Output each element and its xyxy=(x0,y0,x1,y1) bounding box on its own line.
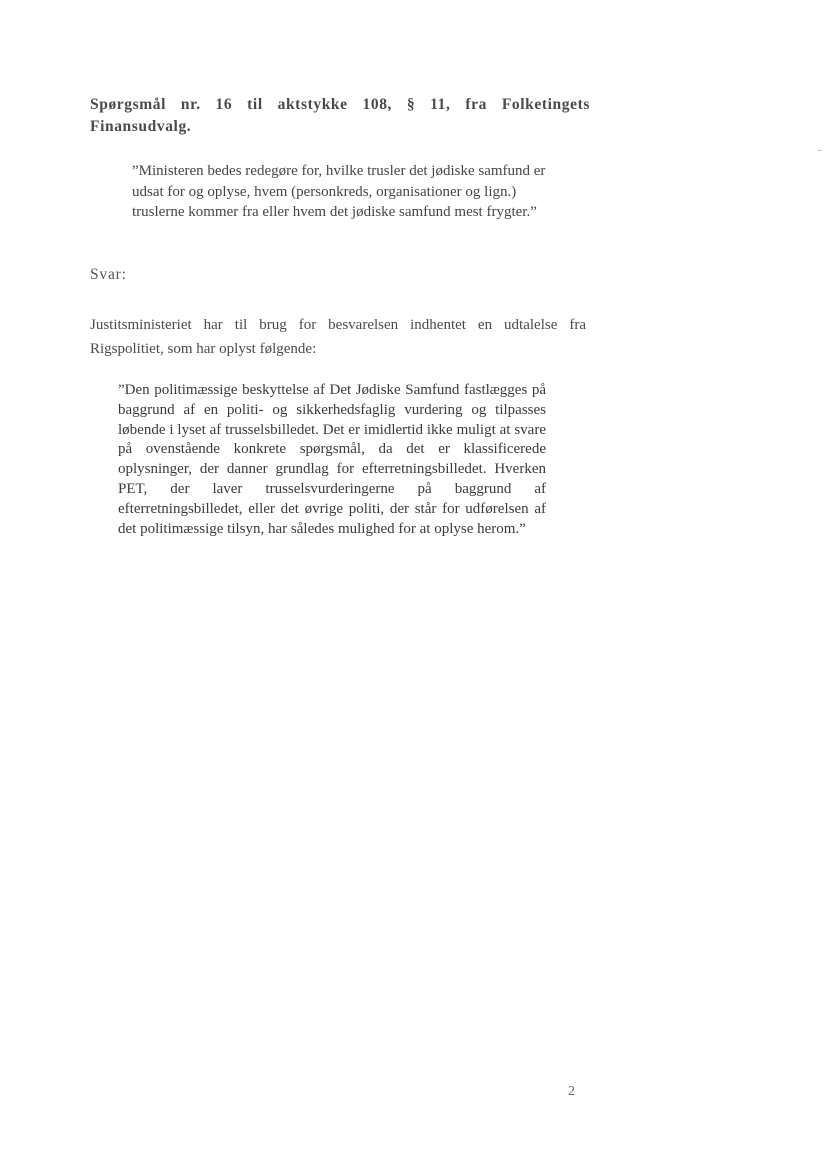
quoted-statement: ”Den politimæssige beskyttelse af Det Jødiske Samfund fastlægges på baggrund af en politi- og sikkerhedsfaglig vurdering og tilpasses løbende i lyset af trusselsbilledet. Det er imidlertid ikke muligt at svare på ovenstående konkrete spørgsmål, da det er klassificerede oplysninger, der danner grundlag for efterretningsbilledet. Hverken PET, der laver trusselsvurderingerne på baggrund af efterretningsbilledet, eller det øvrige politi, der står for udførelsen af det politimæssige tilsyn, har således mulighed for at oplyse herom.” xyxy=(118,382,546,537)
question-heading: Spørgsmål nr. 16 til aktstykke 108, § 11, fra Folketingets Finansudvalg. xyxy=(90,96,590,135)
scan-artifact xyxy=(818,150,821,151)
page-number: 2 xyxy=(568,1084,575,1099)
answer-intro: Justitsministeriet har til brug for besvarelsen indhentet en udtalelse fra Rigspolitiet, som har oplyst følgende: xyxy=(90,317,586,357)
answer-label: Svar: xyxy=(90,266,127,283)
question-text: ”Ministeren bedes redegøre for, hvilke trusler det jødiske samfund er udsat for og oplyse, hvem (personkreds, organisationer og lign.) truslerne kommer fra eller hvem det jødiske samfund mest frygter.” xyxy=(132,163,546,220)
